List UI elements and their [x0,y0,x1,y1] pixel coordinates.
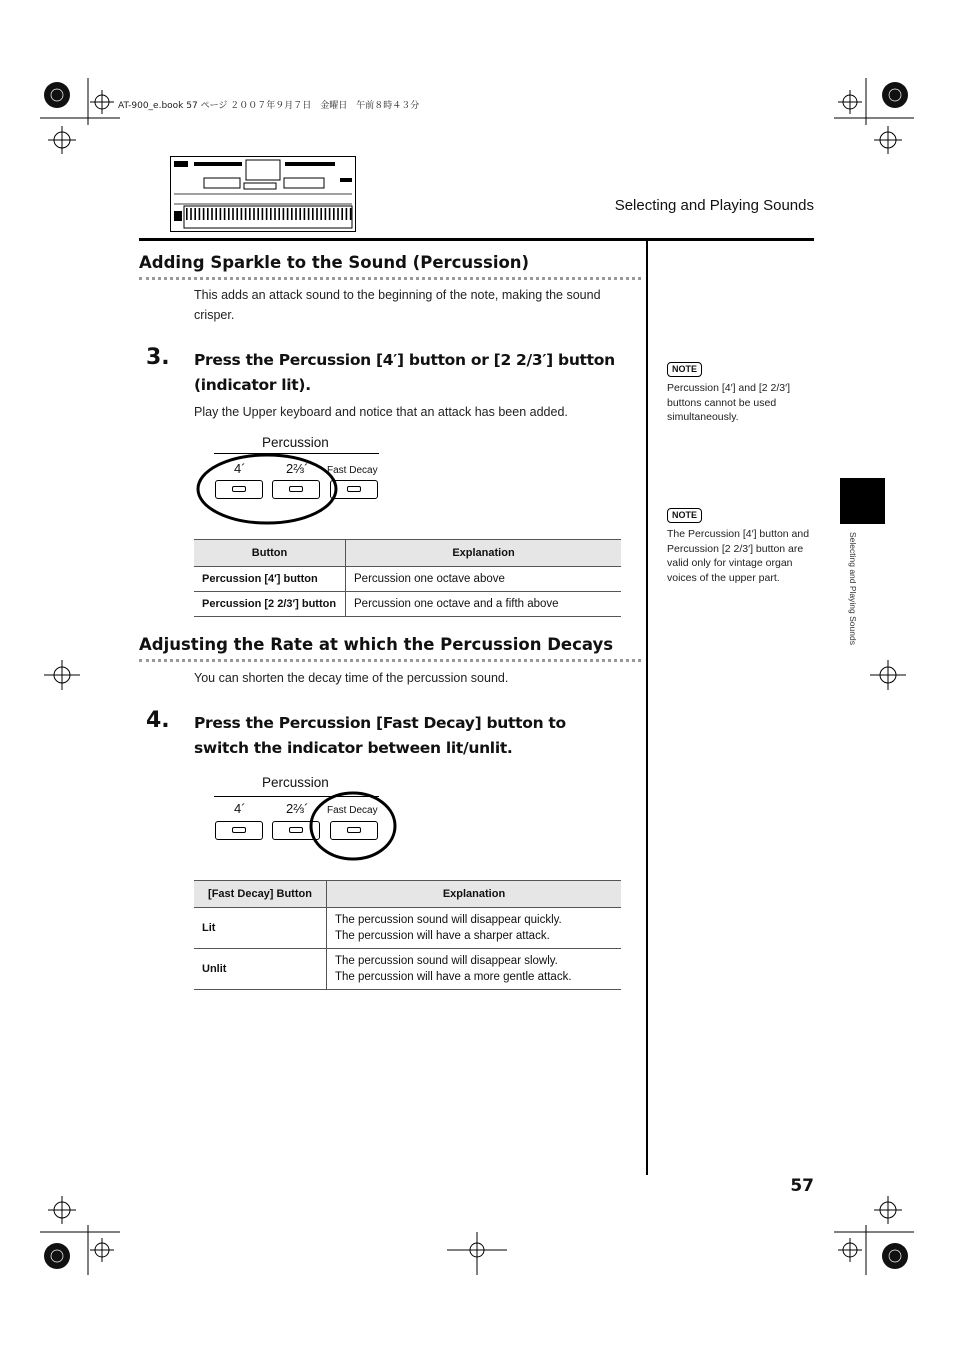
table-row: Percussion [4′] button Percussion one octave above [194,567,621,592]
chapter-tab [840,478,885,524]
note-1 [667,359,812,425]
header-rule [139,238,814,241]
note-text: Percussion [4′] and [2 2/3′] buttons cannot be used simultaneously. [667,382,791,423]
step-instruction: Press the Percussion [Fast Decay] button to switch the indicator between lit/unlit. [194,714,566,757]
percussion-diagram-1 [196,433,396,528]
heading-dotted-rule [139,277,641,280]
step-number: 3. [146,345,170,370]
section-heading-percussion: Adding Sparkle to the Sound (Percussion) [139,253,530,272]
table-row: Unlit The percussion sound will disappear slowly. The percussion will have a more gentle attack. [194,949,621,990]
organ-thumbnail-icon [170,156,356,232]
percussion-diagram-2 [196,773,401,865]
section-heading-decay: Adjusting the Rate at which the Percussion Decays [139,635,614,654]
chapter-tab-label: Selecting and Playing Sounds [848,532,858,645]
btn-label-4: 4´ [234,801,246,816]
highlight-ellipse [309,791,399,863]
heading-dotted-rule [139,659,641,662]
step-instruction: Press the Percussion [4′] button or [2 2/3′] button (indicator lit). [194,351,615,394]
note-badge: NOTE [667,362,702,377]
table-header: Explanation [327,881,622,908]
note-text: The Percussion [4′] button and Percussion [2 2/3′] button are valid only for vintage organ voices of the upper part. [667,528,810,584]
diagram-title: Percussion [262,435,329,450]
note-2 [667,505,812,585]
btn-label-2-2-3: 2⅔´ [286,461,309,476]
step-body: Play the Upper keyboard and notice that an attack has been added. [194,405,568,419]
btn-label-2-2-3: 2⅔´ [286,801,309,816]
fast-decay-table [194,880,621,990]
note-badge: NOTE [667,508,702,523]
btn-label-fast-decay: Fast Decay [327,465,378,476]
percussion-button-table [194,539,621,617]
table-header: Button [194,540,346,567]
btn-label-4: 4´ [234,461,246,476]
table-row: Lit The percussion sound will disappear quickly. The percussion will have a sharper attack. [194,908,621,949]
highlight-ellipse [196,453,341,527]
percussion-4-button[interactable] [215,821,263,840]
table-row: Percussion [2 2/3′] button Percussion one octave and a fifth above [194,592,621,617]
step-number: 4. [146,708,170,733]
page-number: 57 [790,1176,814,1196]
section-intro: This adds an attack sound to the beginning of the note, making the sound crisper. [194,288,601,322]
header-title: Selecting and Playing Sounds [614,197,814,214]
section-intro: You can shorten the decay time of the percussion sound. [194,671,509,685]
table-header: [Fast Decay] Button [194,881,327,908]
btn-label-fast-decay: Fast Decay [327,805,378,816]
table-header: Explanation [346,540,622,567]
column-divider [646,238,648,1175]
print-info: AT-900_e.book 57 ページ ２００７年９月７日 金曜日 午前８時４３分 [118,101,420,111]
diagram-title: Percussion [262,775,329,790]
